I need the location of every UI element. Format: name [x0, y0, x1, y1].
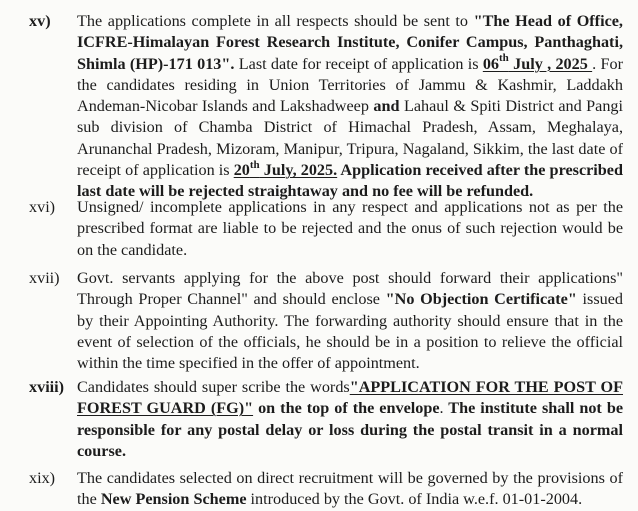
clause-text [77, 468, 623, 511]
text-bold: on the top of the envelope [253, 399, 440, 418]
pension-scheme-bold: New Pension Scheme [100, 490, 247, 509]
clause-text: Unsigned/ incomplete applications in any respect and applications not as per the prescribed format are liable to be rejected and the onus of such rejection would be on the candidate. [77, 198, 623, 259]
last-date: 06th July , 2025 [482, 52, 593, 73]
clause-text [77, 268, 623, 374]
text-run: introduced by the Govt. of India w.e.f. 01-01-2004. [246, 490, 583, 509]
clause-number: xvi) [29, 198, 56, 216]
text-run: . For the candidates residing in Union Territories of Jammu & Kashmir, Laddakh Andeman-Nicobar Islands and Lakshadweep [77, 54, 623, 116]
noc-bold: "No Objection Certificate" [385, 290, 577, 309]
clause-number: xv) [29, 12, 51, 30]
text-run: The candidates selected on direct recruitment will be governed by the provisions of the [77, 469, 623, 509]
text-run: The applications complete in all respects should be sent to [77, 12, 474, 30]
text-run: issued by their Appointing Authority. The forwarding authority should ensure that in the event of selection of the officials, he should be in a position to relieve the official within the time specified in the offer of appointment. [77, 290, 623, 373]
clause-text [77, 11, 623, 203]
text-run: Lahaul & Spiti District and Pangi sub division of Chamba District of Himachal Pradesh, Assam, Meghalaya, Arunanchal Pradesh, Mizoram, Manipur, Tripura, Nagaland, Sikkim, the last date of receipt of application is [77, 97, 624, 180]
rejection-notice: Application received after the prescribed last date will be rejected straightaway and no fee will be refunded. [77, 161, 623, 201]
extended-last-date: 20th July, 2025. [233, 158, 338, 180]
clause-number: xvii) [29, 269, 60, 287]
postal-disclaimer: The institute shall not be responsible for any postal delay or loss during the postal transit in a normal course. [77, 399, 624, 460]
address-bold: "The Head of Office, ICFRE-Himalayan Forest Research Institute, Conifer Campus, Panthaghati, Shimla (HP)-171 013". [77, 12, 623, 73]
text-run: Candidates should super scribe the words [77, 378, 350, 396]
clause-text [77, 377, 623, 462]
text-run: Last date for receipt of application is [234, 54, 483, 73]
text-bold: and [373, 97, 400, 116]
envelope-superscription: "APPLICATION FOR THE POST OF FOREST GUARD (FG)" [77, 378, 623, 418]
text-run: Govt. servants applying for the above post should forward their applications" Through Proper Channel" and should enclose [77, 269, 623, 309]
clause-number: xix) [29, 469, 56, 487]
text-run: . [439, 399, 444, 418]
clause-number: xviii) [29, 378, 65, 396]
